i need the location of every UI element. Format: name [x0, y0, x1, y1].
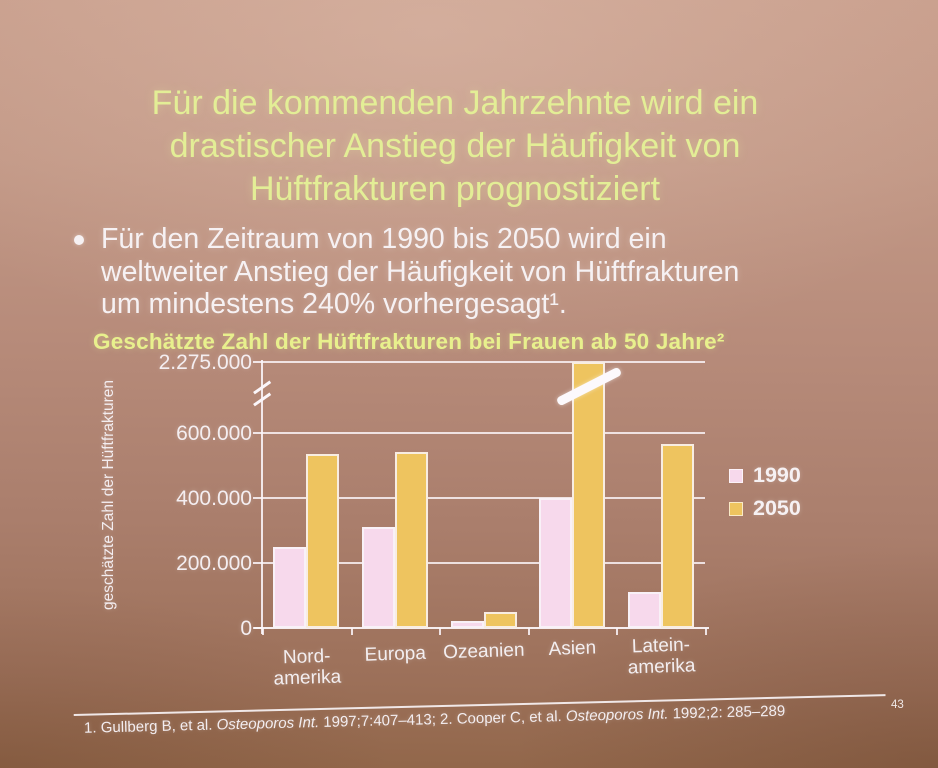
legend-item-1990 [729, 463, 801, 488]
bar-1990-ozeanien [451, 621, 484, 628]
bar-2050-europa [395, 452, 428, 628]
footnote-segment: 1. Gullberg B, et al. [83, 716, 217, 737]
y-tick-label: 0 [240, 617, 252, 640]
bullet-item [70, 223, 890, 321]
x-category-label-line: amerika [273, 666, 342, 690]
x-axis-tick [262, 628, 264, 635]
y-tick-label: 600.000 [176, 422, 252, 445]
x-category-label-line: Ozeanien [442, 639, 525, 664]
bar-1990-latein-amerika [628, 592, 661, 628]
bullet-text-line: weltweiter Anstieg der Häufigkeit von Hüftfrakturen [101, 255, 740, 288]
x-axis-tick [439, 628, 441, 635]
legend-label: 2050 [753, 496, 801, 520]
bar-2050-latein-amerika [661, 444, 694, 628]
x-category-label-line: Latein- [631, 634, 691, 658]
x-axis-tick [616, 628, 618, 635]
bar-2050-nord-amerika [306, 454, 339, 628]
footnote-segment: 1992;2: 285–289 [668, 702, 786, 723]
footnote-segment: Osteoporos Int. [216, 714, 320, 734]
x-axis-category-labels [262, 634, 705, 690]
x-category-label [606, 634, 717, 679]
y-tick-label: 200.000 [176, 552, 252, 575]
x-axis-tick [351, 628, 353, 635]
legend-item-2050 [729, 496, 801, 521]
slide-title [40, 82, 870, 211]
bullet-text-line: Für den Zeitraum von 1990 bis 2050 wird ein [101, 223, 667, 255]
bullet-text [101, 223, 739, 321]
slide-title-line: Hüftfrakturen prognostiziert [249, 170, 661, 208]
x-category-label-line: Asien [548, 637, 597, 660]
chart-legend [729, 463, 801, 529]
bar-2050-asien [572, 362, 605, 628]
slide-title-line: Für die kommenden Jahrzehnte wird ein [151, 84, 759, 122]
legend-label: 1990 [753, 463, 801, 487]
y-axis-title: geschätzte Zahl der Hüftfrakturen [100, 379, 117, 611]
slide-title-line: drastischer Anstieg der Häufigkeit von [169, 127, 741, 165]
legend-swatch [729, 469, 743, 483]
legend-swatch [729, 502, 743, 516]
gridline [262, 432, 705, 434]
x-category-label-line: Europa [364, 642, 427, 666]
bar-chart-plot [262, 362, 705, 628]
bullet-text-line: um mindestens 240% vorhergesagt¹. [101, 288, 567, 320]
bullet-marker-icon [74, 235, 84, 245]
gridline [262, 361, 705, 363]
footnote-segment: 1997;7:407–413; 2. Cooper C, et al. [318, 707, 567, 732]
page-number: 43 [891, 699, 904, 711]
footnote-segment: Osteoporos Int. [565, 705, 669, 725]
x-category-label-line: Nord- [282, 645, 331, 669]
x-category-label-line: amerika [627, 655, 696, 679]
y-tick-label: 400.000 [176, 487, 252, 510]
bar-1990-europa [362, 527, 395, 628]
x-axis-tick [528, 628, 530, 635]
footnote [74, 694, 886, 737]
bar-1990-nord-amerika [273, 547, 306, 628]
bar-2050-ozeanien [484, 612, 517, 628]
chart-title: Geschätzte Zahl der Hüftfrakturen bei Frauen ab 50 Jahre² [93, 329, 725, 354]
y-tick-label: 2.275.000 [158, 351, 252, 374]
bar-1990-asien [539, 498, 572, 628]
